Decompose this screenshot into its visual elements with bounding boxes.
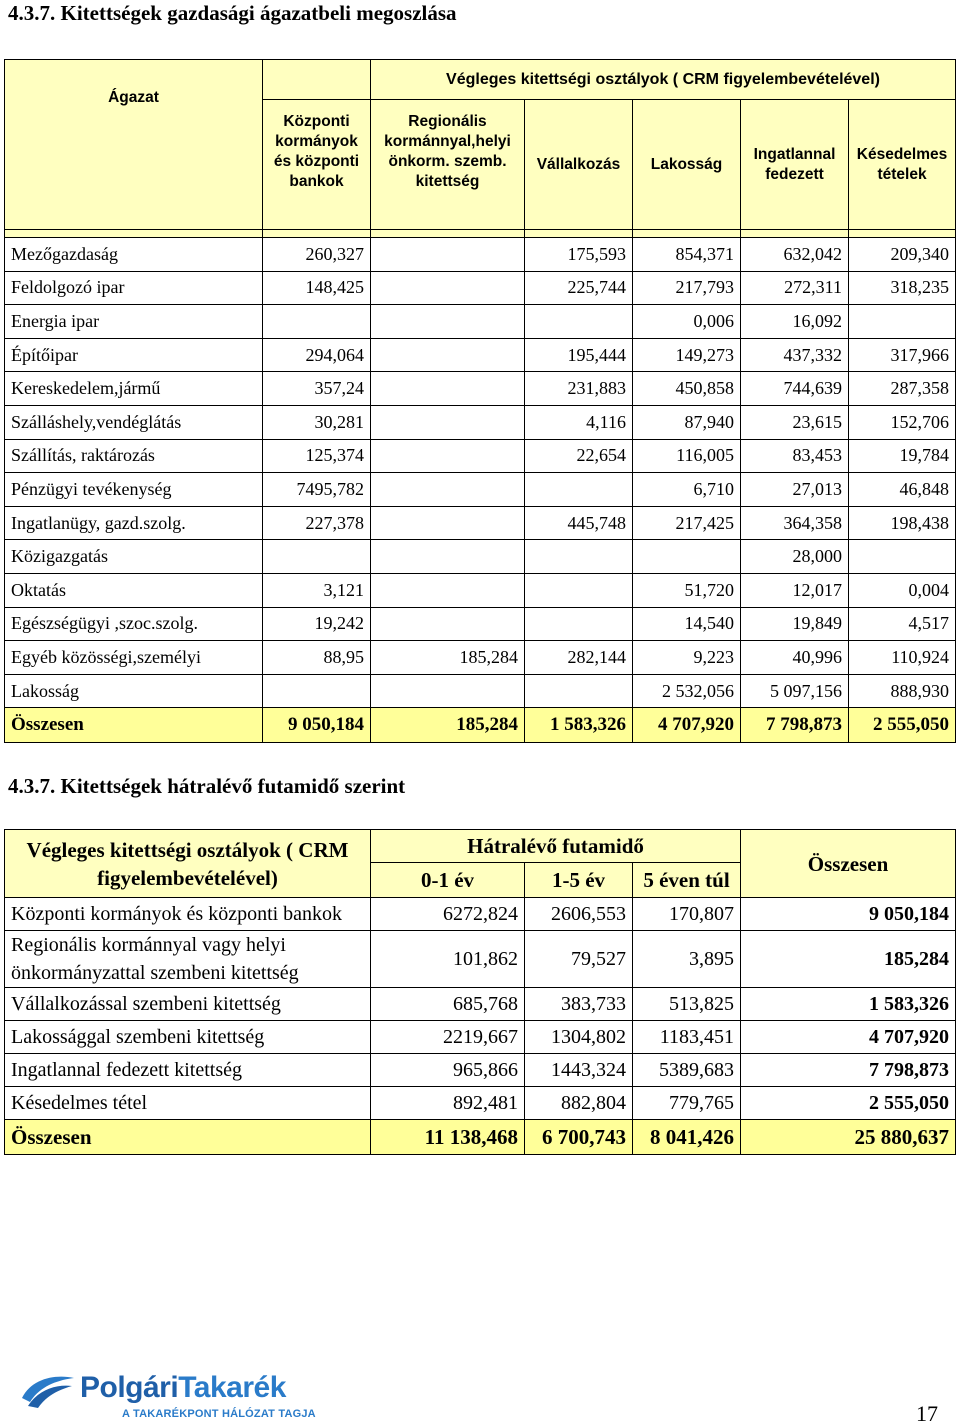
- value-cell: 450,858: [633, 372, 741, 406]
- value-cell: [371, 338, 525, 372]
- value-cell: 744,639: [741, 372, 849, 406]
- value-cell: 3,121: [263, 573, 371, 607]
- value-cell: 0,004: [849, 573, 956, 607]
- sector-row: [5, 305, 956, 339]
- total-cell: 2 555,050: [849, 708, 956, 743]
- value-cell: 3,895: [633, 931, 741, 988]
- value-cell: 170,807: [633, 898, 741, 931]
- sector-name: Szállítás, raktározás: [5, 439, 263, 473]
- sector-name: Ingatlanügy, gazd.szolg.: [5, 506, 263, 540]
- sector-row: [5, 372, 956, 406]
- exposure-class-row: [5, 1054, 956, 1087]
- sector-name: Szálláshely,vendéglátás: [5, 405, 263, 439]
- sector-name: Mezőgazdaság: [5, 238, 263, 272]
- value-cell: [525, 573, 633, 607]
- value-cell: 892,481: [371, 1087, 525, 1120]
- exposure-class-name: Késedelmes tétel: [5, 1087, 371, 1120]
- sector-row: [5, 607, 956, 641]
- logo-text-takarek: Takarék: [178, 1371, 286, 1404]
- value-cell: 195,444: [525, 338, 633, 372]
- value-cell: 149,273: [633, 338, 741, 372]
- row-total-cell: 185,284: [741, 931, 956, 988]
- sector-name: Egészségügyi ,szoc.szolg.: [5, 607, 263, 641]
- total-cell: 185,284: [371, 708, 525, 743]
- value-cell: 101,862: [371, 931, 525, 988]
- value-cell: 318,235: [849, 271, 956, 305]
- sector-row: [5, 641, 956, 675]
- value-cell: 854,371: [633, 238, 741, 272]
- value-cell: 779,765: [633, 1087, 741, 1120]
- value-cell: 125,374: [263, 439, 371, 473]
- row-total-cell: 7 798,873: [741, 1054, 956, 1087]
- value-cell: 12,017: [741, 573, 849, 607]
- value-cell: 87,940: [633, 405, 741, 439]
- total-cell: 11 138,468: [371, 1120, 525, 1155]
- value-cell: 227,378: [263, 506, 371, 540]
- value-cell: 364,358: [741, 506, 849, 540]
- value-cell: 83,453: [741, 439, 849, 473]
- value-cell: 632,042: [741, 238, 849, 272]
- sector-row: [5, 405, 956, 439]
- sector-name: Építőipar: [5, 338, 263, 372]
- col-header-regional-gov: Regionális kormánnyal,helyi önkorm. szemb. kitettség: [371, 100, 525, 230]
- value-cell: [371, 506, 525, 540]
- row-total-cell: 9 050,184: [741, 898, 956, 931]
- total-header: Összesen: [741, 830, 956, 898]
- total-cell: 1 583,326: [525, 708, 633, 743]
- value-cell: 260,327: [263, 238, 371, 272]
- col-header-retail: Lakosság: [633, 100, 741, 230]
- value-cell: 357,24: [263, 372, 371, 406]
- sector-row: [5, 473, 956, 507]
- value-cell: 175,593: [525, 238, 633, 272]
- total-cell: 4 707,920: [633, 708, 741, 743]
- sector-row: [5, 540, 956, 574]
- logo-tagline: A TAKARÉKPONT HÁLÓZAT TAGJA: [122, 1408, 316, 1420]
- value-cell: [263, 540, 371, 574]
- total-cell: 6 700,743: [525, 1120, 633, 1155]
- value-cell: 287,358: [849, 372, 956, 406]
- maturity-col-5-plus: 5 éven túl: [633, 863, 741, 898]
- maturity-exposure-table: [4, 829, 956, 1155]
- value-cell: 685,768: [371, 988, 525, 1021]
- value-cell: 272,311: [741, 271, 849, 305]
- sector-total-row: [5, 708, 956, 743]
- exposure-class-name: Lakossággal szembeni kitettség: [5, 1021, 371, 1054]
- value-cell: 19,849: [741, 607, 849, 641]
- section-title-sector: 4.3.7. Kitettségek gazdasági ágazatbeli megoszlása: [8, 1, 457, 25]
- exposure-class-row: [5, 1021, 956, 1054]
- value-cell: 294,064: [263, 338, 371, 372]
- maturity-header: Hátralévő futamidő: [371, 830, 741, 863]
- value-cell: [849, 540, 956, 574]
- sector-row: [5, 338, 956, 372]
- value-cell: 1183,451: [633, 1021, 741, 1054]
- sector-row: [5, 674, 956, 708]
- sector-row: [5, 439, 956, 473]
- page-number: 17: [916, 1401, 938, 1426]
- maturity-total-row: [5, 1120, 956, 1155]
- value-cell: 1443,324: [525, 1054, 633, 1087]
- value-cell: 28,000: [741, 540, 849, 574]
- value-cell: [371, 372, 525, 406]
- class-header: Végleges kitettségi osztályok ( CRM figyelembevételével): [5, 830, 371, 898]
- value-cell: 79,527: [525, 931, 633, 988]
- exposure-class-row: [5, 898, 956, 931]
- value-cell: 6272,824: [371, 898, 525, 931]
- total-cell: 9 050,184: [263, 708, 371, 743]
- value-cell: 0,006: [633, 305, 741, 339]
- total-cell: 7 798,873: [741, 708, 849, 743]
- value-cell: [263, 305, 371, 339]
- value-cell: 88,95: [263, 641, 371, 675]
- exposure-class-name: Vállalkozással szembeni kitettség: [5, 988, 371, 1021]
- value-cell: 2 532,056: [633, 674, 741, 708]
- value-cell: 282,144: [525, 641, 633, 675]
- value-cell: [371, 540, 525, 574]
- sector-name: Kereskedelem,jármű: [5, 372, 263, 406]
- col-header-real-estate: Ingatlannal fedezett: [741, 100, 849, 230]
- value-cell: 198,438: [849, 506, 956, 540]
- value-cell: 4,116: [525, 405, 633, 439]
- value-cell: 40,996: [741, 641, 849, 675]
- value-cell: 22,654: [525, 439, 633, 473]
- value-cell: 30,281: [263, 405, 371, 439]
- total-label: Összesen: [5, 1120, 371, 1155]
- sector-row: [5, 238, 956, 272]
- col-header-corporate: Vállalkozás: [525, 100, 633, 230]
- row-total-cell: 2 555,050: [741, 1087, 956, 1120]
- logo-text-polgari: Polgári: [80, 1371, 179, 1404]
- row-total-cell: 1 583,326: [741, 988, 956, 1021]
- value-cell: 1304,802: [525, 1021, 633, 1054]
- value-cell: [371, 439, 525, 473]
- value-cell: 14,540: [633, 607, 741, 641]
- value-cell: 9,223: [633, 641, 741, 675]
- sector-name: Közigazgatás: [5, 540, 263, 574]
- exposure-class-name: Központi kormányok és központi bankok: [5, 898, 371, 931]
- sector-name: Egyéb közösségi,személyi: [5, 641, 263, 675]
- value-cell: 46,848: [849, 473, 956, 507]
- value-cell: 116,005: [633, 439, 741, 473]
- value-cell: [525, 674, 633, 708]
- value-cell: 51,720: [633, 573, 741, 607]
- value-cell: 2606,553: [525, 898, 633, 931]
- section-title-maturity: 4.3.7. Kitettségek hátralévő futamidő szerint: [8, 774, 406, 798]
- value-cell: 437,332: [741, 338, 849, 372]
- total-cell: 8 041,426: [633, 1120, 741, 1155]
- value-cell: [371, 305, 525, 339]
- value-cell: 5389,683: [633, 1054, 741, 1087]
- maturity-col-1-5: 1-5 év: [525, 863, 633, 898]
- sector-row: [5, 506, 956, 540]
- value-cell: 383,733: [525, 988, 633, 1021]
- value-cell: 7495,782: [263, 473, 371, 507]
- value-cell: [371, 607, 525, 641]
- exposure-class-group-header: Végleges kitettségi osztályok ( CRM figyelembevételével): [371, 60, 956, 100]
- value-cell: [849, 305, 956, 339]
- value-cell: 209,340: [849, 238, 956, 272]
- col-header-past-due: Késedelmes tételek: [849, 100, 956, 230]
- sector-header: Ágazat: [5, 60, 263, 230]
- exposure-class-row: [5, 1087, 956, 1120]
- value-cell: [263, 674, 371, 708]
- value-cell: [525, 473, 633, 507]
- sector-name: Oktatás: [5, 573, 263, 607]
- sector-name: Energia ipar: [5, 305, 263, 339]
- value-cell: 185,284: [371, 641, 525, 675]
- value-cell: 882,804: [525, 1087, 633, 1120]
- value-cell: 148,425: [263, 271, 371, 305]
- value-cell: 19,784: [849, 439, 956, 473]
- sector-name: Lakosság: [5, 674, 263, 708]
- value-cell: 2219,667: [371, 1021, 525, 1054]
- exposure-class-name: Ingatlannal fedezett kitettség: [5, 1054, 371, 1087]
- value-cell: 152,706: [849, 405, 956, 439]
- value-cell: 27,013: [741, 473, 849, 507]
- maturity-col-0-1: 0-1 év: [371, 863, 525, 898]
- value-cell: [525, 540, 633, 574]
- value-cell: [633, 540, 741, 574]
- value-cell: 5 097,156: [741, 674, 849, 708]
- value-cell: 445,748: [525, 506, 633, 540]
- value-cell: [371, 238, 525, 272]
- value-cell: [371, 271, 525, 305]
- value-cell: 19,242: [263, 607, 371, 641]
- value-cell: 217,793: [633, 271, 741, 305]
- value-cell: [371, 473, 525, 507]
- value-cell: 965,866: [371, 1054, 525, 1087]
- value-cell: 225,744: [525, 271, 633, 305]
- sector-row: [5, 573, 956, 607]
- sector-name: Pénzügyi tevékenység: [5, 473, 263, 507]
- value-cell: 16,092: [741, 305, 849, 339]
- logo-swoosh-icon: [18, 1372, 78, 1410]
- exposure-class-name: Regionális kormánnyal vagy helyi önkormányzattal szembeni kitettség: [5, 931, 371, 988]
- value-cell: [371, 674, 525, 708]
- polgari-takarek-logo: [18, 1368, 316, 1424]
- exposure-class-row: [5, 931, 956, 988]
- value-cell: 4,517: [849, 607, 956, 641]
- sector-row: [5, 271, 956, 305]
- value-cell: 231,883: [525, 372, 633, 406]
- sector-exposure-table: [4, 59, 956, 743]
- sector-name: Feldolgozó ipar: [5, 271, 263, 305]
- value-cell: [525, 305, 633, 339]
- value-cell: [525, 607, 633, 641]
- value-cell: [371, 573, 525, 607]
- total-label: Összesen: [5, 708, 263, 743]
- row-total-cell: 4 707,920: [741, 1021, 956, 1054]
- value-cell: 888,930: [849, 674, 956, 708]
- col-header-central-gov: Központi kormányok és központi bankok: [263, 100, 371, 230]
- value-cell: 513,825: [633, 988, 741, 1021]
- value-cell: 317,966: [849, 338, 956, 372]
- exposure-class-row: [5, 988, 956, 1021]
- value-cell: 23,615: [741, 405, 849, 439]
- value-cell: [371, 405, 525, 439]
- value-cell: 110,924: [849, 641, 956, 675]
- value-cell: 217,425: [633, 506, 741, 540]
- grand-total-cell: 25 880,637: [741, 1120, 956, 1155]
- value-cell: 6,710: [633, 473, 741, 507]
